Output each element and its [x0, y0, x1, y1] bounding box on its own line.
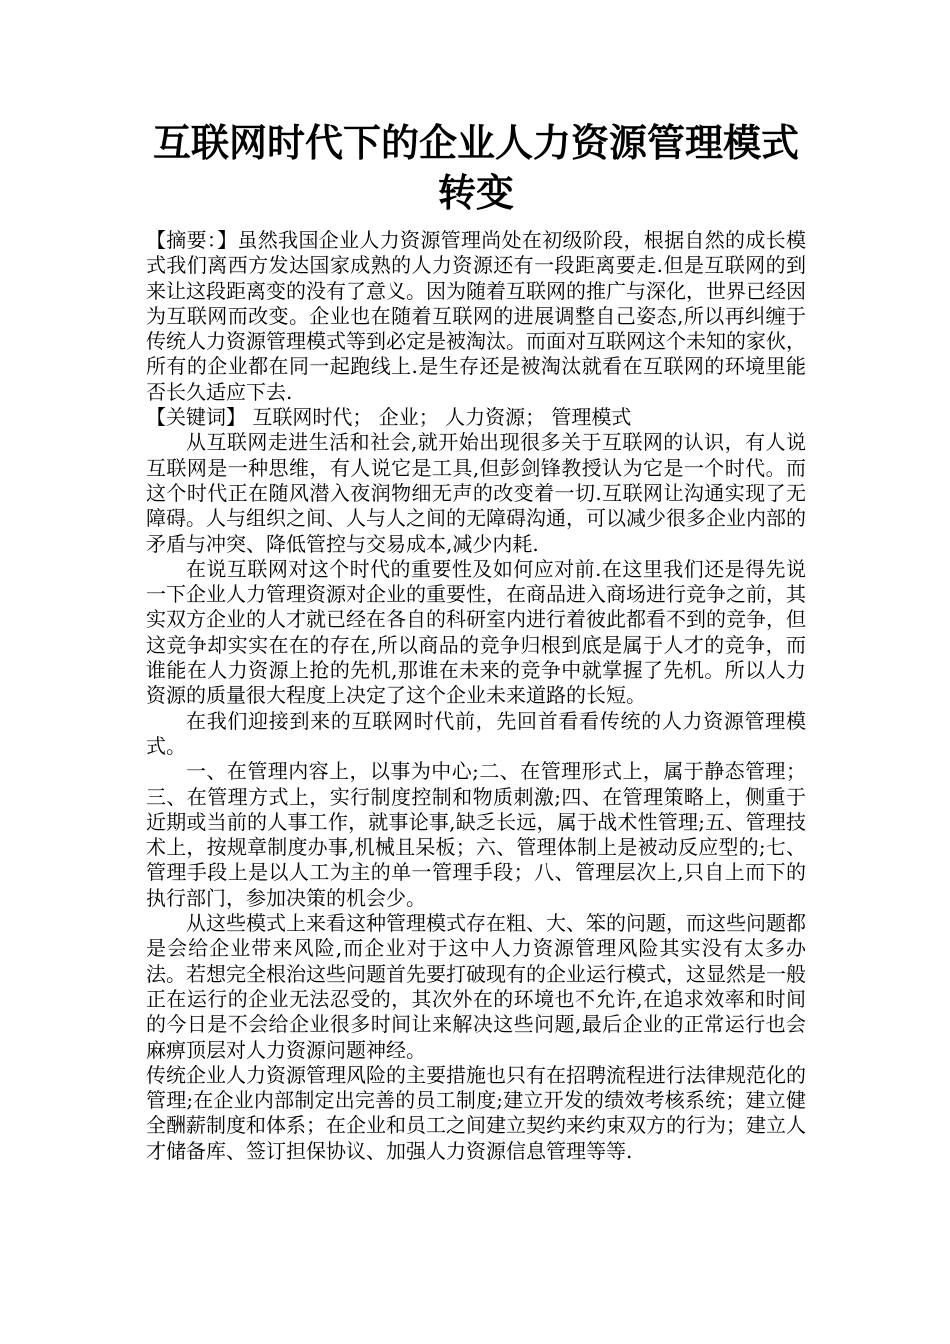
body-paragraph-2: 在说互联网对这个时代的重要性及如何应对前.在这里我们还是得先说一下企业人力管理资源对企业的重要性，在商品进入商场进行竞争之前，其实双方企业的人才就已经在各自的科研室内进行着彼此都看不到的竞争，但这竞争却实实在在的存在,所以商品的竞争归根到底是属于人才的竞争，而谁能在人力资源上抢的先机,那谁在未来的竞争中就掌握了先机。所以人力资源的质量很大程度上决定了这个企业未来道路的长短。 — [146, 556, 806, 708]
body-paragraph-5: 从这些模式上来看这种管理模式存在粗、大、笨的问题，而这些问题都是会给企业带来风险,而企业对于这中人力资源管理风险其实没有太多办法。若想完全根治这些问题首先要打破现有的企业运行模式，这显然是一般正在运行的企业无法忍受的，其次外在的环境也不允许,在追求效率和时间的今日是不会给企业很多时间让来解决这些问题,最后企业的正常运行也会麻痹顶层对人力资源问题神经。 — [146, 911, 806, 1062]
keywords: 【关键词】 互联网时代； 企业； 人力资源； 管理模式 — [146, 405, 632, 430]
body-paragraph-3: 在我们迎接到来的互联网时代前，先回首看看传统的人力资源管理模式。 — [146, 708, 806, 758]
abstract: 【摘要：】虽然我国企业人力资源管理尚处在初级阶段，根据自然的成长模式我们离西方发达国家成熟的人力资源还有一段距离要走.但是互联网的到来让这段距离变的没有了意义。因为随着互联网的推广与深化，世界已经因为互联网而改变。企业也在随着互联网的进展调整自己姿态,所以再纠缠于传统人力资源管理模式等到必定是被淘汰。而面对互联网这个未知的家伙，所有的企业都在同一起跑线上.是生存还是被淘汰就看在互联网的环境里能否长久适应下去. — [146, 228, 806, 404]
closing-paragraph: 传统企业人力资源管理风险的主要措施也只有在招聘流程进行法律规范化的管理;在企业内部制定出完善的员工制度;建立开发的绩效考核系统；建立健全酬薪制度和体系；在企业和员工之间建立契约来约束双方的行为；建立人才储备库、签订担保协议、加强人力资源信息管理等等. — [146, 1062, 806, 1163]
document-title: 互联网时代下的企业人力资源管理模式转变 — [152, 120, 799, 215]
document-page — [146, 118, 806, 1164]
body-paragraph-1: 从互联网走进生活和社会,就开始出现很多关于互联网的认识，有人说互联网是一种思维，有人说它是工具,但彭剑锋教授认为它是一个时代。而这个时代正在随风潜入夜润物细无声的改变着一切.互联网让沟通实现了无障碍。人与组织之间、人与人之间的无障碍沟通，可以减少很多企业内部的矛盾与冲突、降低管控与交易成本,减少内耗. — [146, 430, 806, 556]
body-paragraph-4: 一、在管理内容上，以事为中心;二、在管理形式上，属于静态管理；三、在管理方式上，实行制度控制和物质刺激;四、在管理策略上，侧重于近期或当前的人事工作，就事论事,缺乏长远，属于战术性管理;五、管理技术上，按规章制度办事,机械且呆板；六、管理体制上是被动反应型的;七、管理手段上是以人工为主的单一管理手段；八、管理层次上,只自上而下的执行部门，参加决策的机会少。 — [146, 759, 806, 910]
